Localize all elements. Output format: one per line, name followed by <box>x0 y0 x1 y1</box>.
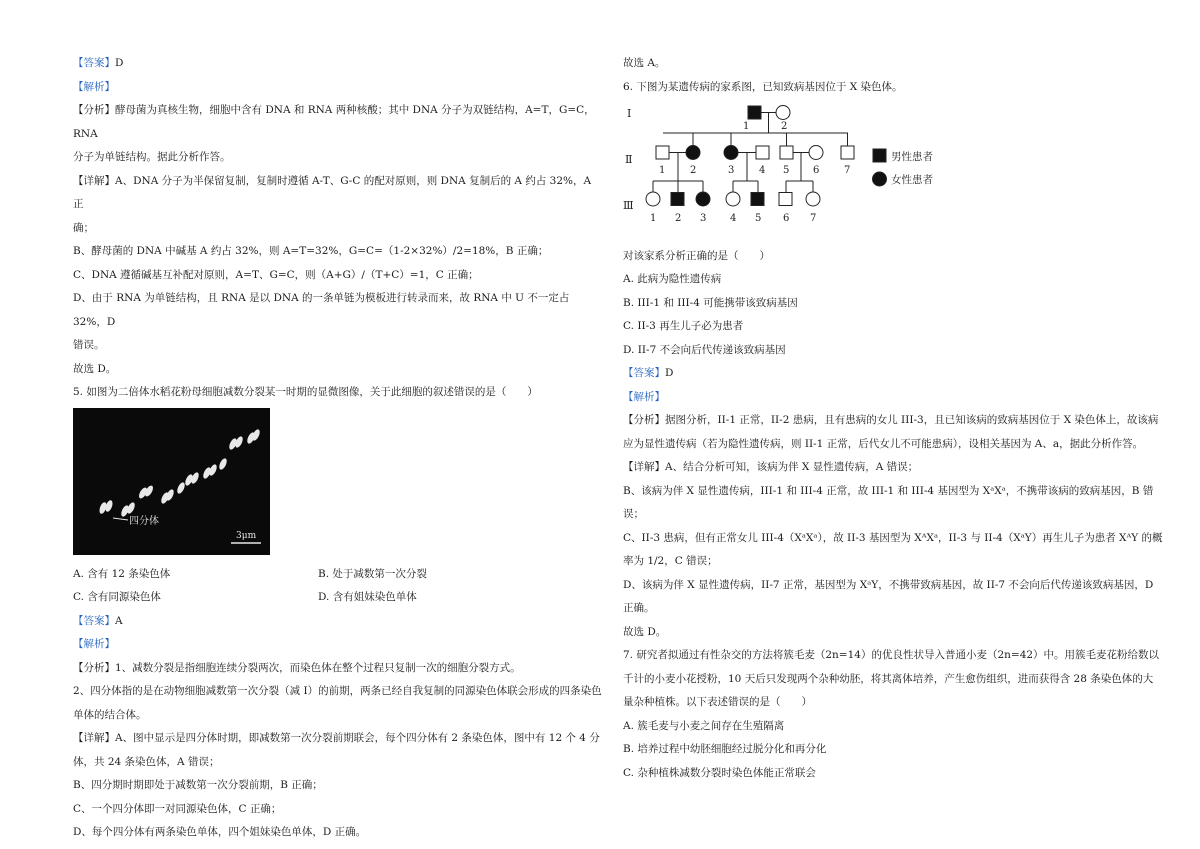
label-pointer <box>113 518 128 520</box>
q6-analysis-heading: 【解析】 <box>623 390 665 403</box>
g3-num-5: 5 <box>755 213 762 224</box>
q7-question-cont: 千计的小麦小花授粉，10 天后只发现两个杂种幼胚，将其离体培养，产生愈伤组织，进而获得含 28 条染色体的大 <box>623 672 1154 685</box>
legend-female-label: 女性患者 <box>891 174 933 186</box>
chromosome-blob <box>176 481 187 494</box>
q5-point-2: 2、四分体指的是在动物细胞减数第一次分裂（减 I）的前期，两条已经自我复制的同源染色体联会形成的四条染色 <box>73 685 602 697</box>
q6-answer: 【答案】D <box>623 367 674 379</box>
q4-xiangjie-cont: 确； <box>73 221 94 234</box>
q6-option-d[interactable]: D. II-7 不会向后代传递该致病基因 <box>623 343 786 356</box>
q4-conclusion: 故选 D。 <box>73 362 117 375</box>
q5-options-row-1 <box>73 563 603 587</box>
left-column <box>73 52 603 845</box>
q6-explain-c-cont: 率为 1/2，C 错误； <box>623 555 718 567</box>
q6-conclusion: 故选 D。 <box>623 625 667 638</box>
g3-num-6: 6 <box>783 213 790 224</box>
pedigree-II-3 <box>724 146 738 160</box>
q5-explain-d: D、每个四分体有两条染色单体，四个姐妹染色单体，D 正确。 <box>73 826 367 838</box>
pedigree-chart <box>623 103 953 233</box>
pedigree-III-7 <box>806 192 820 206</box>
q6-explain-c: C、II-3 患病，但有正常女儿 III-4（XᵃXᵃ），故 II-3 基因型为 XᴬXᵃ，II-3 与 II-4（XᵃY）再生儿子为患者 XᴬY 的概 <box>623 531 1163 544</box>
legend-male-symbol <box>873 149 886 162</box>
chromosome-blob <box>218 457 229 470</box>
q5-option-b[interactable]: B. 处于减数第一次分裂 <box>318 567 427 580</box>
pedigree-II-7 <box>841 146 854 159</box>
g1-num-1: 1 <box>743 121 750 132</box>
q5-xiangjie: 【详解】A、图中显示是四分体时期，即减数第一次分裂前期联会，每个四分体有 2 条染色体，图中有 12 个 4 分 <box>73 732 600 744</box>
q7-option-a[interactable]: A. 簇毛麦与小麦之间存在生殖隔离 <box>623 719 785 732</box>
legend-male-label: 男性患者 <box>891 151 933 163</box>
pedigree-III-3 <box>696 192 710 206</box>
q6-explain-d-cont: 正确。 <box>623 602 655 614</box>
gen-label-1: Ⅰ <box>627 107 632 120</box>
g1-num-2: 2 <box>781 121 788 132</box>
q4-fenxi-cont: 分子为单链结构。据此分析作答。 <box>73 151 231 163</box>
q7-question: 7. 研究者拟通过有性杂交的方法将簇毛麦（2n=14）的优良性状导入普通小麦（2n=42）中。用簇毛麦花粉给数以 <box>623 649 1160 661</box>
pedigree-I-2 <box>776 106 790 120</box>
pedigree-III-5 <box>751 193 764 206</box>
tetrad-label: 四分体 <box>129 515 159 527</box>
q5-conclusion: 故选 A。 <box>623 57 666 69</box>
q6-explain-d: D、该病为伴 X 显性遗传病，II-7 正常，基因型为 XᵃY，不携带致病基因，故 II-7 不会向后代传递该致病基因，D <box>623 578 1154 591</box>
q5-option-d[interactable]: D. 含有姐妹染色单体 <box>318 591 417 603</box>
q6-fenxi-cont: 应为显性遗传病（若为隐性遗传病，则 II-1 正常，后代女儿不可能患病），设相关基因为 A、a，据此分析作答。 <box>623 437 1144 450</box>
gen-label-3: Ⅲ <box>623 199 634 212</box>
q6-option-a[interactable]: A. 此病为隐性遗传病 <box>623 273 722 285</box>
pedigree-I-1 <box>748 106 761 119</box>
q5-option-c[interactable]: C. 含有同源染色体 <box>73 591 161 603</box>
pedigree-III-1 <box>646 192 660 206</box>
right-column <box>623 52 1163 785</box>
pedigree-II-1 <box>656 146 669 159</box>
g2-num-2: 2 <box>690 165 697 176</box>
q6-option-c[interactable]: C. II-3 再生儿子必为患者 <box>623 320 744 332</box>
q5-question: 5. 如图为二倍体水稻花粉母细胞减数分裂某一时期的显微图像，关于此细胞的叙述错误的是（ ） <box>73 386 538 398</box>
q4-analysis-heading: 【解析】 <box>73 80 115 93</box>
g2-num-4: 4 <box>759 165 766 176</box>
q4-explain-d-cont: 错误。 <box>73 339 105 351</box>
scale-label: 3μm <box>236 530 257 541</box>
q4-fenxi: 【分析】酵母菌为真核生物，细胞中含有 DNA 和 RNA 两种核酸；其中 DNA 分子为双链结构，A=T，G=C，RNA <box>73 104 595 140</box>
q5-option-a[interactable]: A. 含有 12 条染色体 <box>73 567 171 580</box>
g2-num-1: 1 <box>659 165 666 176</box>
q7-option-b[interactable]: B. 培养过程中幼胚细胞经过脱分化和再分化 <box>623 743 827 755</box>
pedigree-II-4 <box>756 146 769 159</box>
g3-num-1: 1 <box>650 213 657 224</box>
pedigree-II-2 <box>686 146 700 160</box>
g2-num-7: 7 <box>844 165 851 176</box>
g2-num-6: 6 <box>813 165 820 176</box>
q5-explain-b: B、四分期时期即处于减数第一次分裂前期，B 正确； <box>73 779 323 791</box>
g3-num-4: 4 <box>730 213 737 224</box>
q4-answer: 【答案】D <box>73 57 124 69</box>
q6-question: 6. 下图为某遗传病的家系图，已知致病基因位于 X 染色体。 <box>623 80 903 93</box>
g3-num-3: 3 <box>700 213 707 224</box>
pedigree-II-6 <box>809 146 823 160</box>
q5-options-row-2 <box>73 586 603 610</box>
q6-xiangjie: 【详解】A、结合分析可知，该病为伴 X 显性遗传病，A 错误； <box>623 461 919 473</box>
q6-explain-b: B、该病为伴 X 显性遗传病，III-1 和 III-4 正常，故 III-1 和 III-4 基因型为 XᵃXᵃ，不携带该病的致病基因，B 错 <box>623 484 1154 497</box>
q5-explain-c: C、一个四分体即一对同源染色体，C 正确； <box>73 802 282 815</box>
q5-analysis-heading: 【解析】 <box>73 638 115 650</box>
g3-num-2: 2 <box>675 213 682 224</box>
g2-num-3: 3 <box>728 165 735 176</box>
gen-label-2: Ⅱ <box>625 153 633 166</box>
legend-female-symbol <box>873 172 887 186</box>
q4-xiangjie: 【详解】A、DNA 分子为半保留复制，复制时遵循 A-T、G-C 的配对原则，则 DNA 复制后的 A 约占 32%，A 正 <box>73 174 592 210</box>
pedigree-III-6 <box>779 193 792 206</box>
pedigree-III-2 <box>671 193 684 206</box>
q5-fenxi: 【分析】1、减数分裂是指细胞连续分裂两次，而染色体在整个过程只复制一次的细胞分裂方式。 <box>73 661 521 674</box>
q5-answer: 【答案】A <box>73 614 123 627</box>
micrograph-image <box>73 408 270 555</box>
pedigree-III-4 <box>726 192 740 206</box>
q4-explain-c: C、DNA 遵循碱基互补配对原则，A=T、G=C，则（A+G）/（T+C）=1，C 正确； <box>73 268 479 281</box>
pedigree-II-5 <box>780 146 793 159</box>
q6-fenxi: 【分析】据图分析，II-1 正常，II-2 患病，且有患病的女儿 III-3，且已知该病的致病基因位于 X 染色体上，故该病 <box>623 414 1159 426</box>
q4-explain-d: D、由于 RNA 为单链结构，且 RNA 是以 DNA 的一条单链为模板进行转录而来，故 RNA 中 U 不一定占 32%，D <box>73 292 570 328</box>
q7-option-c[interactable]: C. 杂种植株减数分裂时染色体能正常联会 <box>623 766 816 779</box>
g3-num-7: 7 <box>810 213 817 224</box>
q4-explain-b: B、酵母菌的 DNA 中碱基 A 约占 32%，则 A=T=32%，G=C=（1-2×32%）/2=18%，B 正确； <box>73 245 549 257</box>
q6-option-b[interactable]: B. III-1 和 III-4 可能携带该致病基因 <box>623 296 798 309</box>
q6-stem: 对该家系分析正确的是（ ） <box>623 249 770 262</box>
q6-explain-b-cont: 误； <box>623 508 644 520</box>
micrograph-svg <box>73 408 270 555</box>
q7-question-cont-2: 量杂种植株。以下表述错误的是（ ） <box>623 696 812 708</box>
q5-point-2-cont: 单体的结合体。 <box>73 708 147 721</box>
g2-num-5: 5 <box>783 165 790 176</box>
q5-xiangjie-cont: 体，共 24 条染色体，A 错误； <box>73 755 220 768</box>
